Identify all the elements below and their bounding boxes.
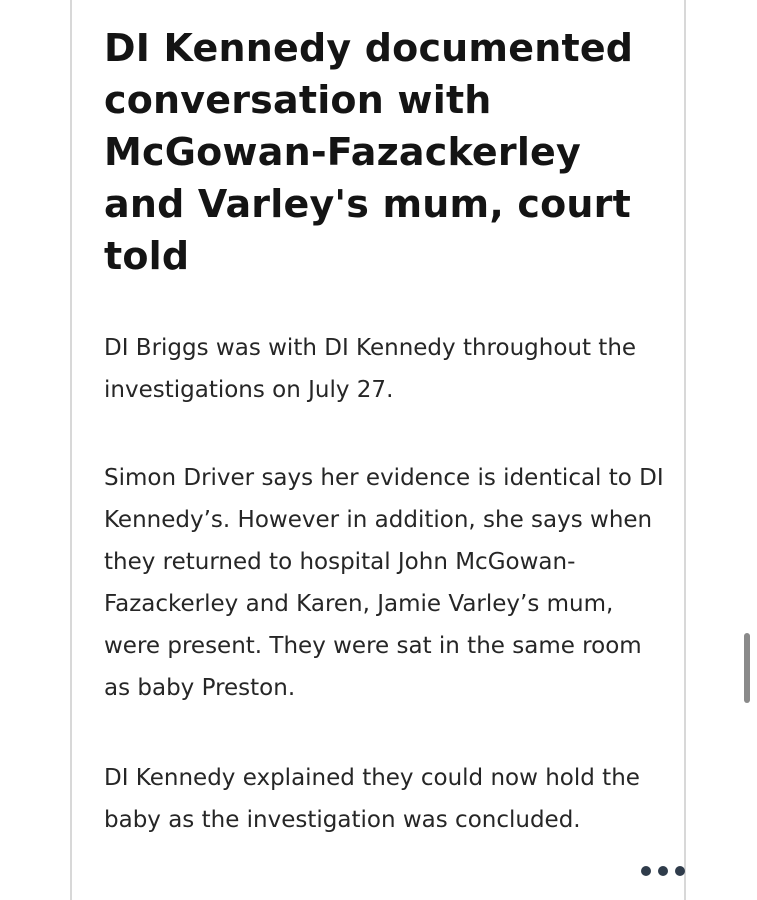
article-headline: DI Kennedy documented conversation with McGowan-Fazackerley and Varley's mum, court told [104,26,634,278]
article-paragraph-2: Simon Driver says her evidence is identical to DI Kennedy’s. However in addition, she says when they returned to hospital John McGowan-Fazackerley and Karen, Jamie Varley’s mum, were present. They were sat in the same room as baby Preston. [104,465,664,701]
article-card [70,0,686,900]
article-paragraph-1: DI Briggs was with DI Kennedy throughout the investigations on July 27. [104,335,637,403]
scrollbar-thumb[interactable] [744,633,750,703]
article-paragraph-3: DI Kennedy explained they could now hold the baby as the investigation was concluded. [104,765,640,833]
more-dot-2 [658,866,668,876]
more-dot-3 [675,866,685,876]
more-horizontal-icon[interactable] [641,864,685,878]
more-dot-1 [641,866,651,876]
